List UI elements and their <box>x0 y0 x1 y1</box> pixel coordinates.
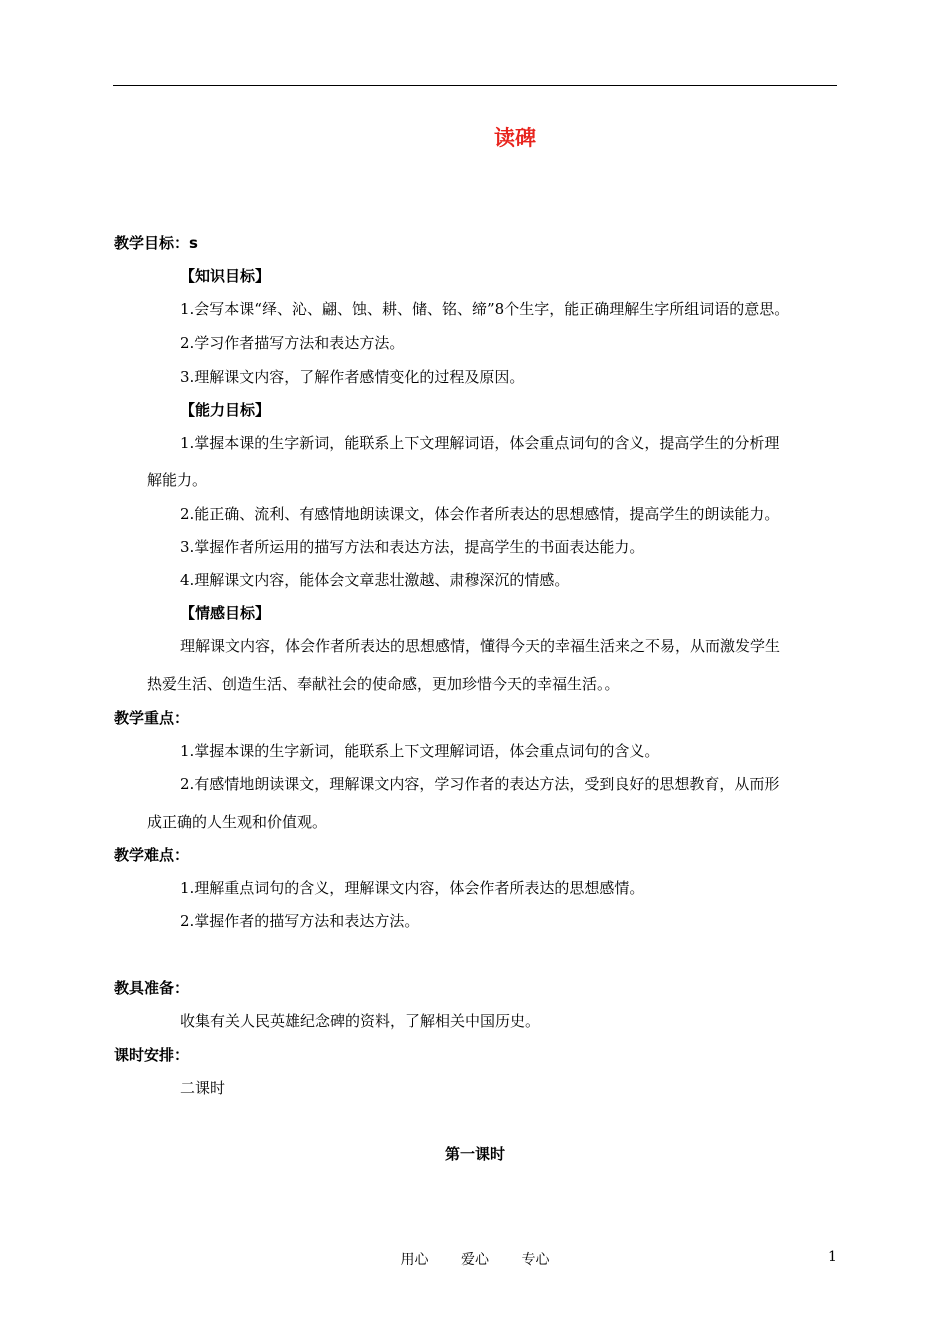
key-point-item-continuation: 成正确的人生观和价值观。 <box>147 813 328 831</box>
key-point-item: 2.有感情地朗读课文，理解课文内容，学习作者的表达方法，受到良好的思想教育，从而形 <box>180 775 780 793</box>
footer-word: 用心 <box>400 1252 429 1268</box>
schedule-text: 二课时 <box>180 1079 226 1097</box>
difficulties-heading: 教学难点： <box>114 846 190 864</box>
difficulty-item: 2.掌握作者的描写方法和表达方法。 <box>180 912 420 930</box>
footer-word: 专心 <box>521 1252 550 1268</box>
page-footer <box>0 1249 950 1269</box>
lesson-heading: 第一课时 <box>444 1145 505 1163</box>
knowledge-heading: 【知识目标】 <box>180 267 271 285</box>
knowledge-item: 2.学习作者描写方法和表达方法。 <box>180 334 405 352</box>
footer-word: 爱心 <box>461 1252 489 1268</box>
schedule-heading: 课时安排： <box>114 1046 190 1064</box>
key-point-item: 1.掌握本课的生字新词，能联系上下文理解词语，体会重点词句的含义。 <box>180 742 660 760</box>
preparation-heading: 教具准备： <box>114 979 190 997</box>
objectives-heading: 教学目标：s <box>114 234 198 252</box>
document-title: 读碑 <box>494 126 536 150</box>
emotion-heading: 【情感目标】 <box>180 604 271 622</box>
ability-item: 3.掌握作者所运用的描写方法和表达方法，提高学生的书面表达能力。 <box>180 538 645 556</box>
ability-heading: 【能力目标】 <box>180 401 271 419</box>
ability-item-continuation: 解能力。 <box>147 471 208 489</box>
page-number: 1 <box>828 1249 837 1265</box>
ability-item: 1.掌握本课的生字新词，能联系上下文理解词语，体会重点词句的含义，提高学生的分析理 <box>180 434 780 452</box>
knowledge-item: 1.会写本课“绎、沁、翩、蚀、耕、储、铭、缔”8个生字，能正确理解生字所组词语的意思。 <box>180 300 790 318</box>
ability-item: 4.理解课文内容，能体会文章悲壮激越、肃穆深沉的情感。 <box>180 571 570 589</box>
header-rule <box>113 85 837 86</box>
difficulty-item: 1.理解重点词句的含义，理解课文内容，体会作者所表达的思想感情。 <box>180 879 645 897</box>
key-points-heading: 教学重点： <box>114 709 190 727</box>
preparation-text: 收集有关人民英雄纪念碑的资料，了解相关中国历史。 <box>180 1012 541 1030</box>
emotion-text: 理解课文内容，体会作者所表达的思想感情，懂得今天的幸福生活来之不易，从而激发学生 <box>180 637 781 655</box>
emotion-text-continuation: 热爱生活、创造生活、奉献社会的使命感，更加珍惜今天的幸福生活。。 <box>147 675 620 693</box>
knowledge-item: 3.理解课文内容，了解作者感情变化的过程及原因。 <box>180 368 525 386</box>
ability-item: 2.能正确、流利、有感情地朗读课文，体会作者所表达的思想感情，提高学生的朗读能力。 <box>180 505 780 523</box>
